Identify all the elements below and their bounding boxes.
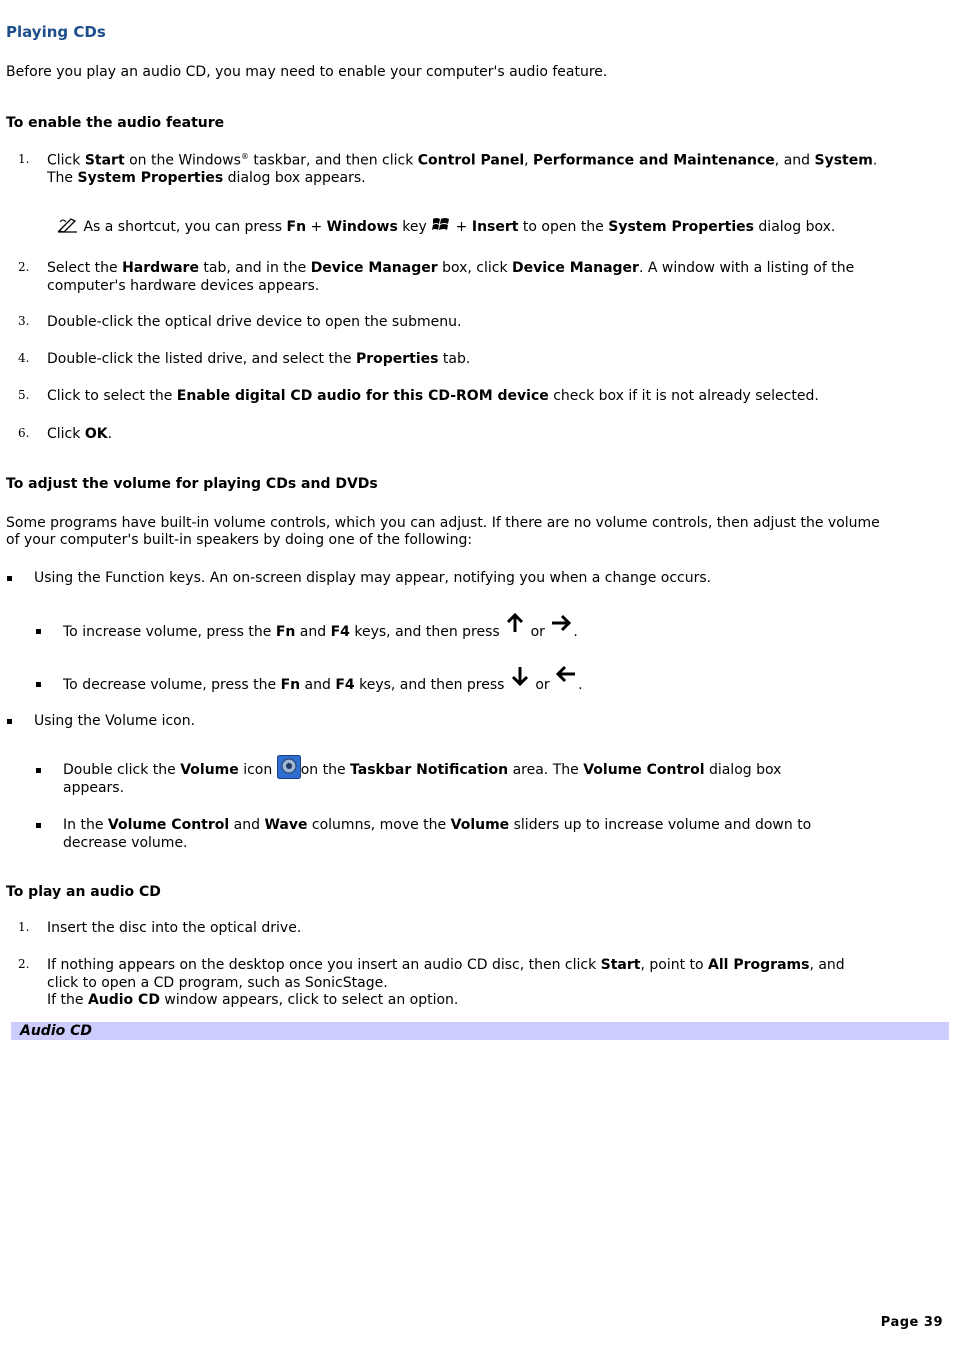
shortcut-note: As a shortcut, you can press Fn + Windows key + Insert to open the System Properties dialog box. (57, 216, 835, 238)
page-number: Page 39 (880, 1315, 943, 1330)
note-pencil-icon (57, 216, 79, 238)
arrow-right-icon (549, 612, 573, 648)
intro-text: Before you play an audio CD, you may need to enable your computer's audio feature. (6, 64, 608, 80)
enable-step-2: Select the Hardware tab, and in the Device Manager box, click Device Manager. A window with a listing of the (47, 260, 855, 276)
section-heading-volume: To adjust the volume for playing CDs and DVDs (6, 476, 378, 492)
step-number: 2. (18, 957, 30, 971)
step-number: 1. (18, 152, 30, 166)
double-click-volume-item-line2: appears. (63, 780, 125, 796)
audio-cd-caption: Audio CD (20, 1023, 93, 1039)
play-step-2-line3: If the Audio CD window appears, click to select an option. (47, 992, 459, 1008)
volume-paragraph-line2: of your computer's built-in speakers by doing one of the following: (6, 532, 473, 548)
increase-volume-item: To increase volume, press the Fn and F4 keys, and then press or . (63, 614, 578, 650)
bullet-volume-icon: Using the Volume icon. (34, 713, 196, 729)
arrow-left-icon (554, 663, 578, 699)
bullet (7, 719, 12, 724)
bullet-function-keys: Using the Function keys. An on-screen display may appear, notifying you when a change occurs. (34, 570, 712, 586)
play-step-2: If nothing appears on the desktop once you insert an audio CD disc, then click Start, point to All Programs, and (47, 957, 845, 973)
volume-sliders-item-line2: decrease volume. (63, 835, 188, 851)
step-number: 4. (18, 351, 30, 365)
decrease-volume-item: To decrease volume, press the Fn and F4 keys, and then press or . (63, 667, 583, 703)
enable-step-5: Click to select the Enable digital CD audio for this CD-ROM device check box if it is not already selected. (47, 388, 819, 404)
volume-icon (277, 755, 301, 783)
windows-key-icon (431, 216, 451, 238)
enable-step-4: Double-click the listed drive, and select the Properties tab. (47, 351, 471, 367)
play-step-2-line2: click to open a CD program, such as SonicStage. (47, 975, 388, 991)
audio-cd-caption-bar (11, 1022, 949, 1040)
bullet (36, 768, 41, 773)
enable-step-3: Double-click the optical drive device to open the submenu. (47, 314, 462, 330)
step-number: 6. (18, 426, 30, 440)
enable-step-1: Click Start on the Windows® taskbar, and then click Control Panel, Performance and Maintenance, and System. (47, 152, 878, 169)
bullet (36, 823, 41, 828)
bullet (36, 629, 41, 634)
step-number: 3. (18, 314, 30, 328)
arrow-down-icon (509, 665, 531, 701)
play-step-1: Insert the disc into the optical drive. (47, 920, 302, 936)
page-title: Playing CDs (6, 23, 106, 41)
section-heading-play: To play an audio CD (6, 884, 161, 900)
step-number: 2. (18, 260, 30, 274)
volume-paragraph-line1: Some programs have built-in volume controls, which you can adjust. If there are no volume controls, then adjust the volume (6, 515, 880, 531)
section-heading-enable: To enable the audio feature (6, 115, 225, 131)
enable-step-1-line2: The System Properties dialog box appears. (47, 170, 366, 186)
arrow-up-icon (504, 612, 526, 648)
enable-step-6: Click OK. (47, 426, 113, 442)
volume-sliders-item: In the Volume Control and Wave columns, move the Volume sliders up to increase volume and down to (63, 817, 812, 833)
step-number: 5. (18, 388, 30, 402)
step-number: 1. (18, 920, 30, 934)
double-click-volume-item: Double click the Volume icon on the Taskbar Notification area. The Volume Control dialog box (63, 762, 781, 783)
bullet (36, 682, 41, 687)
enable-step-2-line2: computer's hardware devices appears. (47, 278, 320, 294)
bullet (7, 576, 12, 581)
